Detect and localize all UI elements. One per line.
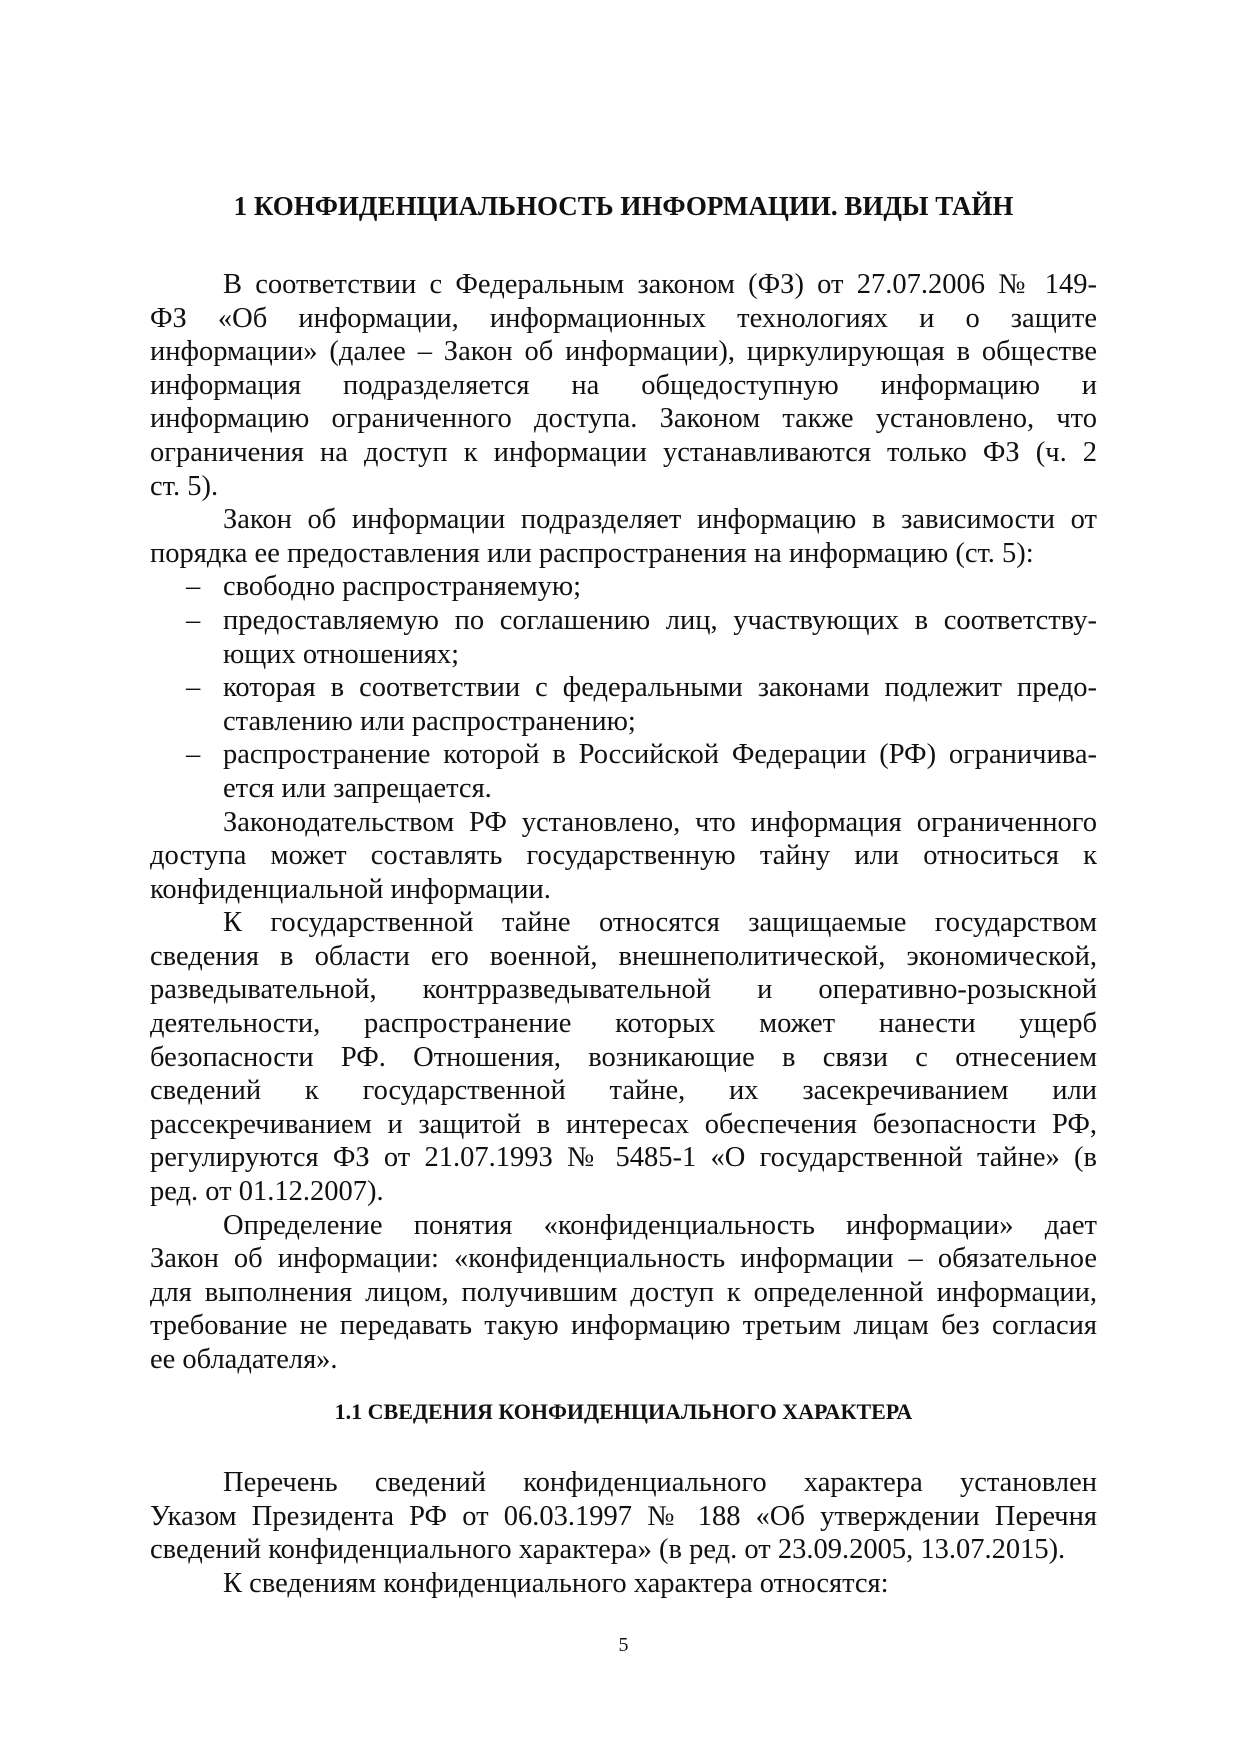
text-line: ограничения на доступ к информации устанавливаются только ФЗ (ч. 2 bbox=[150, 436, 1097, 468]
bullet-list bbox=[150, 570, 1097, 805]
paragraph bbox=[150, 906, 1097, 1208]
text-line: доступа может составлять государственную тайну или относиться к bbox=[150, 840, 1097, 872]
paragraph bbox=[150, 1567, 1097, 1601]
text-line bbox=[150, 671, 1097, 705]
paragraph bbox=[150, 503, 1097, 570]
text-line: рассекречиванием и защитой в интересах обеспечения безопасности РФ, bbox=[150, 1108, 1097, 1140]
list-item-text: предоставляемую по соглашению лиц, участвующих в соответству- bbox=[223, 604, 1097, 636]
list-item-text: которая в соответствии с федеральными законами подлежит предо- bbox=[223, 672, 1097, 704]
text-line: ФЗ «Об информации, информационных технологиях и о защите bbox=[150, 302, 1097, 334]
list-item bbox=[150, 570, 1097, 604]
text-line: для выполнения лицом, получившим доступ к определенной информации, bbox=[150, 1276, 1097, 1308]
text-line: требование не передавать такую информацию третьим лицам без согласия bbox=[150, 1310, 1097, 1342]
text-line: Закон об информации подразделяет информацию в зависимости от bbox=[223, 504, 1097, 536]
list-item-text: ющих отношениях; bbox=[223, 638, 460, 670]
text-line: регулируются ФЗ от 21.07.1993 № 5485-1 «О государственной тайне» (в bbox=[150, 1142, 1097, 1174]
text-line: сведений к государственной тайне, их засекречиванием или bbox=[150, 1075, 1097, 1107]
list-item-text: свободно распространяемую; bbox=[223, 571, 582, 603]
paragraph bbox=[150, 1209, 1097, 1377]
text-line: К государственной тайне относятся защищаемые государством bbox=[223, 907, 1097, 939]
paragraph bbox=[150, 268, 1097, 503]
paragraph bbox=[150, 1466, 1097, 1567]
text-line: ред. от 01.12.2007). bbox=[150, 1176, 384, 1208]
list-item-text: ется или запрещается. bbox=[223, 772, 492, 804]
text-line: Закон об информации: «конфиденциальность информации – обязательное bbox=[150, 1243, 1097, 1275]
text-line: деятельности, распространение которых может нанести ущерб bbox=[150, 1008, 1097, 1040]
text-line: порядка ее предоставления или распространения на информацию (ст. 5): bbox=[150, 537, 1034, 569]
text-line: К сведениям конфиденциального характера относятся: bbox=[223, 1567, 889, 1599]
text-line bbox=[150, 604, 1097, 638]
text-line: Законодательством РФ установлено, что информация ограниченного bbox=[223, 806, 1097, 838]
bullet-dash-icon: – bbox=[186, 604, 201, 636]
text-line: Определение понятия «конфиденциальность информации» дает bbox=[223, 1209, 1097, 1241]
text-line: сведений конфиденциального характера» (в ред. от 23.09.2005, 13.07.2015). bbox=[150, 1534, 1066, 1566]
text-line bbox=[150, 570, 1097, 604]
list-item-text: ставлению или распространению; bbox=[223, 705, 636, 737]
text-line: сведения в области его военной, внешнеполитической, экономической, bbox=[150, 940, 1097, 972]
text-line: Указом Президента РФ от 06.03.1997 № 188 «Об утверждении Перечня bbox=[150, 1500, 1097, 1532]
section-title: 1 КОНФИДЕНЦИАЛЬНОСТЬ ИНФОРМАЦИИ. ВИДЫ ТАЙН bbox=[233, 191, 1014, 221]
section-body bbox=[150, 268, 1097, 1377]
list-item bbox=[150, 671, 1097, 738]
bullet-dash-icon: – bbox=[186, 739, 201, 771]
list-item bbox=[150, 604, 1097, 671]
text-line: информации» (далее – Закон об информации), циркулирующая в обществе bbox=[150, 336, 1097, 368]
text-line bbox=[150, 772, 1097, 806]
paragraph bbox=[150, 806, 1097, 907]
list-item-text: распространение которой в Российской Федерации (РФ) ограничива- bbox=[223, 739, 1097, 771]
text-line: В соответствии с Федеральным законом (ФЗ) от 27.07.2006 № 149- bbox=[223, 269, 1097, 300]
text-line bbox=[150, 638, 1097, 672]
page-number: 5 bbox=[618, 1634, 629, 1656]
text-line: информация подразделяется на общедоступную информацию и bbox=[150, 369, 1097, 401]
subsection-body bbox=[150, 1466, 1097, 1600]
text-line bbox=[150, 738, 1097, 772]
bullet-dash-icon: – bbox=[186, 672, 201, 704]
text-line: конфиденциальной информации. bbox=[150, 873, 551, 905]
text-line: разведывательной, контрразведывательной и оперативно-розыскной bbox=[150, 974, 1097, 1006]
list-item bbox=[150, 738, 1097, 805]
bullet-dash-icon: – bbox=[186, 571, 201, 603]
text-line: ст. 5). bbox=[150, 470, 219, 502]
text-line: Перечень сведений конфиденциального характера установлен bbox=[223, 1467, 1097, 1498]
subsection-title: 1.1 СВЕДЕНИЯ КОНФИДЕНЦИАЛЬНОГО ХАРАКТЕРА bbox=[334, 1399, 913, 1424]
text-line: ее обладателя». bbox=[150, 1344, 338, 1375]
text-line: информацию ограниченного доступа. Законом также установлено, что bbox=[150, 403, 1097, 435]
text-line: безопасности РФ. Отношения, возникающие в связи с отнесением bbox=[150, 1041, 1097, 1073]
text-line bbox=[150, 705, 1097, 739]
